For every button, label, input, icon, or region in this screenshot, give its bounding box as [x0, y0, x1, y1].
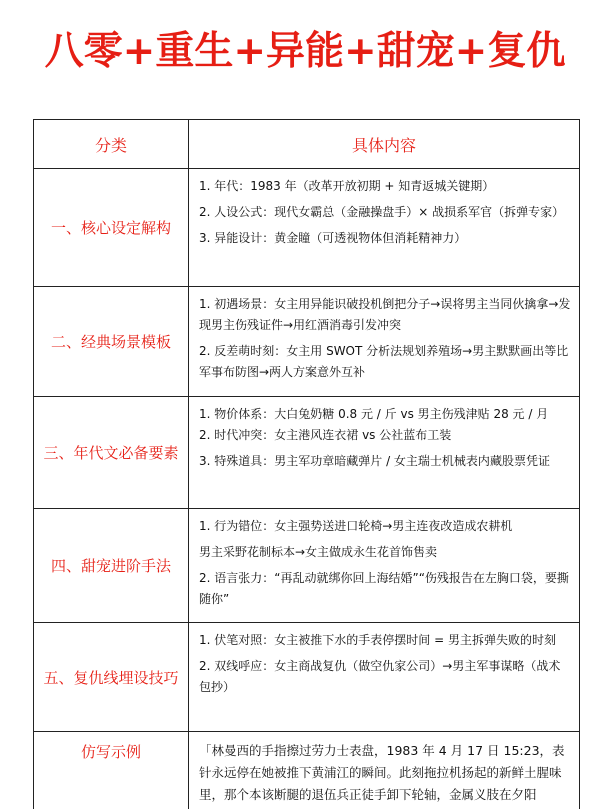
content-line: 3. 异能设计：黄金瞳（可透视物体但消耗精神力）: [199, 231, 467, 245]
row-category: 一、核心设定解构: [34, 169, 189, 287]
content-line: 男主采野花制标本→女主做成永生花首饰售卖: [199, 545, 438, 559]
row-category: 四、甜宠进阶手法: [34, 509, 189, 623]
row-content: [189, 397, 580, 509]
table-row: [34, 623, 580, 732]
content-line: 1. 伏笔对照：女主被推下水的手表停摆时间 = 男主拆弹失败的时刻: [199, 633, 556, 647]
content-line: 1. 物价体系：大白兔奶糖 0.8 元 / 斤 vs 男主伤残津贴 28 元 / 月: [199, 407, 549, 421]
row-category: 仿写示例: [34, 732, 189, 809]
row-content: [189, 623, 580, 732]
content-line: 1. 年代：1983 年（改革开放初期 + 知青返城关键期）: [199, 179, 495, 193]
sample-text: 「林曼西的手指擦过劳力士表盘，1983 年 4 月 17 日 15:23，表针永远停在她被推下黄浦江的瞬间。此刻拖拉机扬起的新鲜土腥味里，那个本该断腿的退伍兵正徒手卸下轮轴，金属义肢在夕阳: [199, 743, 565, 802]
content-line: 1. 初遇场景：女主用异能识破投机倒把分子→误将男主当同伙擒拿→发现男主伤残证件→用红酒消毒引发冲突: [199, 297, 571, 332]
content-line: 2. 反差萌时刻：女主用 SWOT 分析法规划养殖场→男主默默画出等比军事布防图→两人方案意外互补: [199, 344, 569, 379]
row-content: [189, 509, 580, 623]
table-row: [34, 732, 580, 809]
table-row: [34, 509, 580, 623]
page-title: 八零+重生+异能+甜宠+复仇: [44, 29, 566, 74]
content-line: 3. 特殊道具：男主军功章暗藏弹片 / 女主瑞士机械表内藏股票凭证: [199, 454, 550, 468]
header-content: 具体内容: [189, 120, 580, 169]
content-line: 1. 行为错位：女主强势送进口轮椅→男主连夜改造成农耕机: [199, 519, 513, 533]
content-line: 2. 语言张力：“再乱动就绑你回上海结婚”“伤残报告在左胸口袋，要撕随你”: [199, 571, 569, 606]
row-content: [189, 732, 580, 809]
row-content: [189, 287, 580, 397]
content-line: 2. 双线呼应：女主商战复仇（做空仇家公司）→男主军事谋略（战术包抄）: [199, 659, 561, 694]
row-category: 五、复仇线埋设技巧: [34, 623, 189, 732]
content-table: [33, 119, 580, 809]
table-row: [34, 397, 580, 509]
row-category: 三、年代文必备要素: [34, 397, 189, 509]
header-category: 分类: [34, 120, 189, 169]
table-row: [34, 169, 580, 287]
table-header-row: [34, 120, 580, 169]
row-category: 二、经典场景模板: [34, 287, 189, 397]
content-line: 2. 时代冲突：女主港风连衣裙 vs 公社蓝布工装: [199, 428, 452, 442]
table-row: [34, 287, 580, 397]
content-line: 2. 人设公式：现代女霸总（金融操盘手）× 战损系军官（拆弹专家）: [199, 205, 565, 219]
row-content: [189, 169, 580, 287]
